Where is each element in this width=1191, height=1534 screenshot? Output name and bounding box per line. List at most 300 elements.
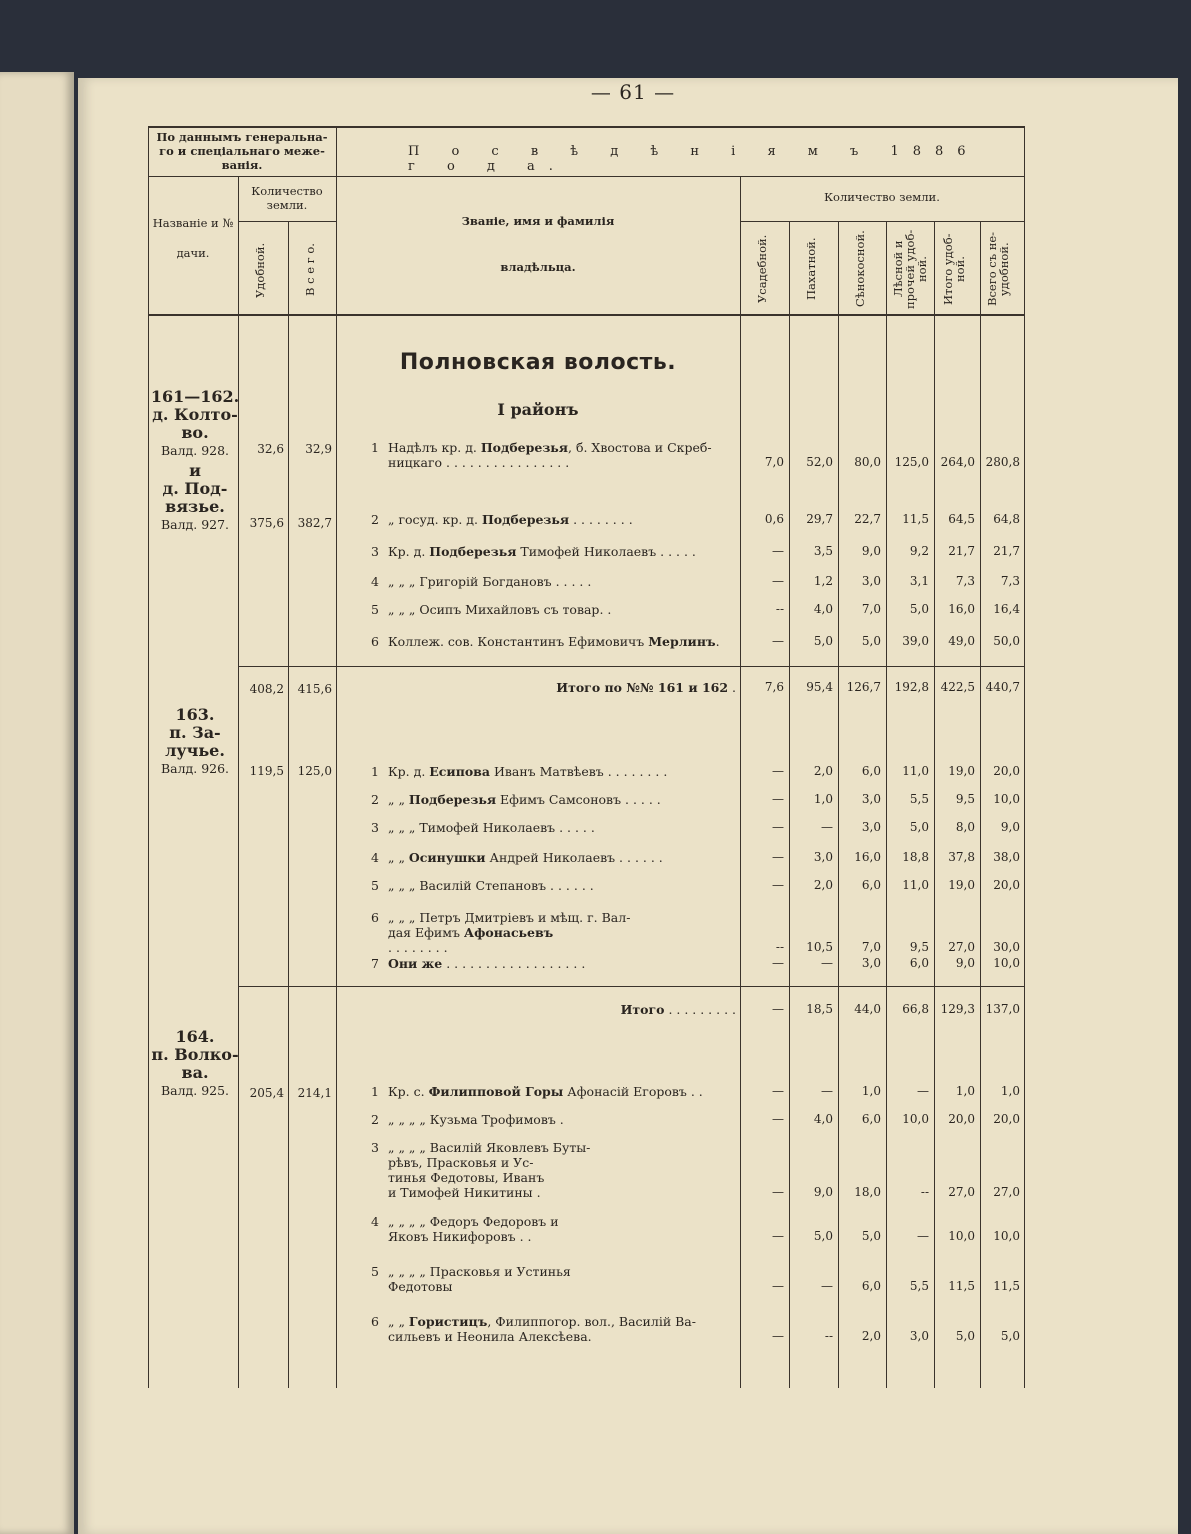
header-owner-1: Званіе, имя и фамилія	[461, 214, 615, 228]
value-cell: 18,8	[902, 850, 929, 864]
value-cell: 8,0	[955, 820, 975, 834]
owner-text	[388, 1140, 736, 1200]
owner-name-bold: Подберезья	[429, 544, 517, 559]
qty-right-rule	[740, 221, 1024, 222]
value-cell: 5,5	[909, 792, 929, 806]
dacha-ref: Валд. 927.	[160, 517, 230, 532]
row-number: 4	[371, 574, 379, 589]
dacha-line: во.	[181, 423, 209, 442]
value-cell: —	[772, 878, 784, 892]
row-number: 4	[371, 850, 379, 865]
value-cell: 5,0	[1000, 1329, 1020, 1343]
value-cell: 1,0	[1000, 1084, 1020, 1098]
value-cell: 6,0	[861, 1112, 881, 1126]
owner-name: Ефимъ Самсоновъ . . . . .	[496, 792, 661, 807]
value-cell: 9,0	[955, 956, 975, 970]
value-cell: —	[821, 1084, 833, 1098]
owner-name: „ „ „ Тимофей Николаевъ . . . . .	[388, 820, 595, 835]
value-cell: —	[772, 544, 784, 558]
value-cell: 6,0	[861, 878, 881, 892]
row-number: 3	[371, 544, 379, 559]
row-rule-1	[238, 666, 1024, 667]
left-vsego-value: 382,7	[297, 516, 332, 530]
value-cell: 280,8	[985, 455, 1020, 469]
left-vsego-value: 214,1	[297, 1086, 332, 1100]
dacha-line: д. Колто-	[152, 405, 238, 424]
value-cell: 0,6	[764, 512, 784, 526]
owner-text	[388, 910, 736, 955]
owner-name-bold: Итого	[620, 1002, 665, 1017]
dacha-line: лучье.	[165, 741, 225, 760]
left-vsego-value: 125,0	[297, 764, 332, 778]
value-cell: 38,0	[993, 850, 1020, 864]
value-cell: 37,8	[948, 850, 975, 864]
value-cell: 3,0	[861, 574, 881, 588]
owner-line	[388, 956, 736, 971]
value-cell: 80,0	[854, 455, 881, 469]
dacha-line: ва.	[181, 1063, 209, 1082]
owner-line	[388, 634, 736, 649]
value-cell: —	[772, 1112, 784, 1126]
value-cell: —	[772, 820, 784, 834]
value-cell: 6,0	[861, 764, 881, 778]
value-cell: —	[917, 1084, 929, 1098]
value-cell: 129,3	[940, 1002, 975, 1016]
owner-name: „ „ „ „ Прасковья и Устинья	[388, 1264, 571, 1279]
owner-line	[388, 1264, 736, 1279]
owner-line	[388, 1279, 736, 1294]
value-cell: 3,0	[861, 792, 881, 806]
header-col-itogo: Итого удоб-ной.	[941, 233, 967, 305]
header-right-group: П о с в ѣ д ѣ н і я м ъ 1886 г о д а.	[408, 144, 980, 174]
row-number: 1	[371, 440, 379, 455]
owner-text	[388, 440, 736, 470]
value-cell: 10,0	[902, 1112, 929, 1126]
owner-line	[388, 1002, 736, 1017]
owner-line	[388, 455, 736, 470]
value-cell: 264,0	[940, 455, 975, 469]
dacha-164	[150, 1028, 240, 1100]
value-cell: 7,3	[1000, 574, 1020, 588]
owner-name: Тимофей Николаевъ . . . . .	[516, 544, 696, 559]
value-cell: 21,7	[993, 544, 1020, 558]
value-cell: —	[772, 1002, 784, 1016]
header-rule-2	[148, 314, 1024, 316]
value-cell: 20,0	[993, 764, 1020, 778]
value-cell: 125,0	[894, 455, 929, 469]
owner-name: . . . . . . . .	[388, 940, 448, 955]
value-cell: 9,5	[909, 940, 929, 954]
value-cell: 5,0	[909, 602, 929, 616]
value-cell: —	[821, 956, 833, 970]
owner-name: „ „ „ Осипъ Михайловъ съ товар. .	[388, 602, 612, 617]
owner-line	[388, 925, 736, 940]
value-cell: 19,0	[948, 878, 975, 892]
owner-line	[388, 1112, 736, 1127]
row-number: 6	[371, 1314, 379, 1329]
owner-name-bold: Подберезья	[480, 440, 569, 455]
dacha-163	[150, 706, 240, 778]
value-cell: 3,0	[861, 956, 881, 970]
value-cell: 7,0	[861, 602, 881, 616]
owner-name-bold: Они же	[388, 956, 443, 971]
owner-text	[388, 878, 736, 893]
value-cell: 3,1	[909, 574, 929, 588]
owner-name: Надѣлъ кр. д.	[388, 440, 481, 455]
value-cell: 27,0	[993, 1185, 1020, 1199]
owner-name-bold: Осинушки	[408, 850, 486, 865]
dacha-podvyazye	[150, 462, 240, 534]
value-cell: 6,0	[909, 956, 929, 970]
value-cell: 3,5	[813, 544, 833, 558]
value-cell: 21,7	[948, 544, 975, 558]
owner-line	[388, 1155, 736, 1170]
value-cell: 9,0	[861, 544, 881, 558]
owner-name-bold: Подберезья	[481, 512, 570, 527]
owner-line	[388, 820, 736, 835]
owner-text	[388, 956, 736, 971]
value-cell: 9,0	[1000, 820, 1020, 834]
value-cell: 126,7	[846, 680, 881, 694]
value-cell: 11,5	[902, 512, 929, 526]
owner-name: „ госуд. кр. д.	[388, 512, 482, 527]
value-cell: 20,0	[948, 1112, 975, 1126]
owner-text	[388, 1214, 736, 1244]
value-cell: 66,8	[902, 1002, 929, 1016]
owner-name: . . . . . . . . .	[664, 1002, 736, 1017]
owner-name: Андрей Николаевъ . . . . . .	[485, 850, 663, 865]
owner-line	[388, 1314, 736, 1329]
value-cell: 16,4	[993, 602, 1020, 616]
value-cell: 2,0	[813, 878, 833, 892]
col-line-name	[238, 176, 239, 1388]
value-cell: 9,0	[813, 1185, 833, 1199]
value-cell: 11,0	[902, 764, 929, 778]
owner-name: . . . . . . . . . . . . . . . . . .	[442, 956, 586, 971]
value-cell: 192,8	[894, 680, 929, 694]
left-page-edge	[0, 72, 74, 1534]
value-cell: 3,0	[909, 1329, 929, 1343]
top-rule	[148, 126, 1024, 128]
owner-line	[388, 1084, 736, 1099]
owner-line	[388, 602, 736, 617]
value-cell: 16,0	[854, 850, 881, 864]
header-col-lesn: Лѣсной и прочей удоб-ной.	[891, 229, 929, 309]
owner-text	[388, 1112, 736, 1127]
value-cell: —	[772, 1229, 784, 1243]
col-line-owner	[740, 176, 741, 1388]
header-col-senok: Сѣнокосной.	[853, 230, 867, 308]
dacha-ref: Валд. 926.	[160, 761, 230, 776]
value-cell: 11,5	[948, 1279, 975, 1293]
row-number: 2	[371, 792, 379, 807]
value-cell: 64,8	[993, 512, 1020, 526]
owner-name: Яковъ Никифоровъ . .	[388, 1229, 532, 1244]
owner-name-bold: Филипповой Горы	[428, 1084, 564, 1099]
owner-name: „ „ „ „ Василій Яковлевъ Буты-	[388, 1140, 591, 1155]
value-cell: 4,0	[813, 1112, 833, 1126]
district-title: I районъ	[497, 400, 579, 419]
value-cell: 2,0	[861, 1329, 881, 1343]
value-cell: --	[775, 602, 784, 616]
dacha-line: 164.	[175, 1027, 215, 1046]
owner-name: Федотовы	[388, 1279, 453, 1294]
value-cell: 1,0	[861, 1084, 881, 1098]
owner-name: „ „ „ „ Кузьма Трофимовъ .	[388, 1112, 564, 1127]
value-cell: 1,2	[813, 574, 833, 588]
value-cell: 3,0	[861, 820, 881, 834]
value-cell: 1,0	[955, 1084, 975, 1098]
header-col-usad: Усадебной.	[755, 234, 769, 304]
value-cell: 64,5	[948, 512, 975, 526]
value-cell: 137,0	[985, 1002, 1020, 1016]
owner-name: сильевъ и Неонила Алексѣева.	[388, 1329, 592, 1344]
owner-line	[388, 940, 736, 955]
owner-line	[388, 850, 736, 865]
row-number: 5	[371, 602, 379, 617]
row-rule-2	[238, 986, 1024, 987]
left-vsego-value: 415,6	[297, 682, 332, 696]
value-cell: —	[772, 764, 784, 778]
row-number: 6	[371, 634, 379, 649]
owner-text	[388, 820, 736, 835]
owner-name: „ „ „ Григорій Богдановъ . . . . .	[388, 574, 592, 589]
value-cell: 10,0	[948, 1229, 975, 1243]
row-number: 5	[371, 878, 379, 893]
frame-left	[148, 126, 149, 1388]
owner-name: Коллеж. сов. Константинъ Ефимовичъ	[388, 634, 649, 649]
owner-text	[388, 574, 736, 589]
value-cell: 50,0	[993, 634, 1020, 648]
owner-text	[388, 512, 736, 527]
value-cell: 19,0	[948, 764, 975, 778]
dacha-line: д. Под-	[162, 479, 228, 498]
owner-line	[388, 910, 736, 925]
owner-name: „ „	[388, 792, 409, 807]
owner-name: „ „ „ Петръ Дмитріевъ и мѣщ. г. Вал-	[388, 910, 631, 925]
owner-line	[388, 1140, 736, 1155]
row-number: 3	[371, 820, 379, 835]
value-cell: 7,6	[764, 680, 784, 694]
left-udob-value: 375,6	[249, 516, 284, 530]
header-vsego: В с е г о.	[303, 243, 317, 297]
header-col-vsego: Всего съ не-удобной.	[985, 231, 1011, 307]
value-cell: 20,0	[993, 1112, 1020, 1126]
value-cell: 18,5	[806, 1002, 833, 1016]
dacha-line: п. За-	[169, 723, 221, 742]
value-cell: 27,0	[948, 940, 975, 954]
col-line-vsego	[336, 126, 337, 1388]
owner-name: , Филиппогор. вол., Василій Ва-	[487, 1314, 696, 1329]
value-cell: 27,0	[948, 1185, 975, 1199]
value-cell: —	[772, 1185, 784, 1199]
dacha-line: 161—162.	[150, 387, 240, 406]
owner-name: рѣвъ, Прасковья и Ус-	[388, 1155, 534, 1170]
qty-left-rule	[238, 221, 336, 222]
value-cell: 1,0	[813, 792, 833, 806]
value-cell: --	[775, 940, 784, 954]
header-qty-left: Количество земли.	[251, 184, 323, 212]
value-cell: 2,0	[813, 764, 833, 778]
owner-name: тинья Федотовы, Иванъ	[388, 1170, 545, 1185]
owner-text	[388, 850, 736, 865]
owner-name-bold: Есипова	[429, 764, 490, 779]
left-udob-value: 408,2	[249, 682, 284, 696]
row-number: 1	[371, 1084, 379, 1099]
owner-name-bold: Мерлинъ	[648, 634, 716, 649]
value-cell: 16,0	[948, 602, 975, 616]
value-cell: 29,7	[806, 512, 833, 526]
dacha-161-162	[150, 388, 240, 460]
row-number: 5	[371, 1264, 379, 1279]
value-cell: 4,0	[813, 602, 833, 616]
owner-text	[388, 1314, 736, 1344]
value-cell: —	[772, 792, 784, 806]
dacha-ref: Валд. 925.	[160, 1083, 230, 1098]
section-title: Полновская волость.	[399, 350, 677, 375]
header-rule-1	[148, 176, 1024, 177]
value-cell: 3,0	[813, 850, 833, 864]
owner-line	[388, 1329, 736, 1344]
owner-name-bold: Итого по №№ 161 и 162	[556, 680, 729, 695]
header-name-col: Названіе и № дачи.	[152, 216, 234, 260]
dacha-ref: Валд. 928.	[160, 443, 230, 458]
header-col-pakh: Пахатной.	[804, 237, 818, 301]
value-cell: 5,5	[909, 1279, 929, 1293]
owner-line	[388, 764, 736, 779]
value-cell: 5,0	[813, 1229, 833, 1243]
owner-line	[388, 878, 736, 893]
value-cell: 22,7	[854, 512, 881, 526]
value-cell: 9,2	[909, 544, 929, 558]
header-udobnoi: Удобной.	[253, 242, 267, 298]
value-cell: 10,0	[993, 792, 1020, 806]
value-cell: 440,7	[985, 680, 1020, 694]
owner-line	[388, 1185, 736, 1200]
owner-text	[388, 1264, 736, 1294]
owner-name-bold: Афонасьевъ	[463, 925, 554, 940]
value-cell: --	[824, 1329, 833, 1343]
row-number: 2	[371, 1112, 379, 1127]
value-cell: 5,0	[861, 634, 881, 648]
value-cell: —	[772, 850, 784, 864]
value-cell: 10,0	[993, 956, 1020, 970]
value-cell: 20,0	[993, 878, 1020, 892]
owner-line	[388, 544, 736, 559]
owner-name: Иванъ Матвѣевъ . . . . . . . .	[489, 764, 668, 779]
value-cell: --	[920, 1185, 929, 1199]
value-cell: —	[772, 1084, 784, 1098]
value-cell: 7,0	[764, 455, 784, 469]
left-udob-value: 205,4	[249, 1086, 284, 1100]
value-cell: 11,0	[902, 878, 929, 892]
row-number: 7	[371, 956, 379, 971]
owner-line	[388, 1170, 736, 1185]
value-cell: 39,0	[902, 634, 929, 648]
dacha-line: п. Волко-	[151, 1045, 239, 1064]
dacha-line: и	[189, 461, 201, 480]
owner-text	[388, 680, 736, 695]
value-cell: 5,0	[813, 634, 833, 648]
owner-line	[388, 1214, 736, 1229]
value-cell: 9,5	[955, 792, 975, 806]
owner-name: „ „ „ „ Федоръ Федоровъ и	[388, 1214, 559, 1229]
value-cell: —	[772, 634, 784, 648]
owner-line	[388, 440, 736, 455]
value-cell: —	[821, 820, 833, 834]
owner-name-bold: Гористицъ	[408, 1314, 488, 1329]
value-cell: 52,0	[806, 455, 833, 469]
value-cell: 7,0	[861, 940, 881, 954]
owner-name: и Тимофей Никитины .	[388, 1185, 541, 1200]
owner-name: Кр. с.	[388, 1084, 429, 1099]
value-cell: 10,0	[993, 1229, 1020, 1243]
value-cell: 44,0	[854, 1002, 881, 1016]
value-cell: —	[917, 1229, 929, 1243]
owner-name: Кр. д.	[388, 544, 430, 559]
dacha-line: вязье.	[165, 497, 225, 516]
value-cell: 7,3	[955, 574, 975, 588]
owner-line	[388, 512, 736, 527]
value-cell: 95,4	[806, 680, 833, 694]
row-number: 6	[371, 910, 379, 925]
owner-text	[388, 764, 736, 779]
value-cell: 5,0	[861, 1229, 881, 1243]
owner-text	[388, 792, 736, 807]
frame-right	[1024, 126, 1025, 1388]
left-udob-value: 32,6	[257, 442, 284, 456]
document-page	[78, 78, 1178, 1534]
value-cell: —	[772, 1329, 784, 1343]
value-cell: 5,0	[909, 820, 929, 834]
value-cell: 11,5	[993, 1279, 1020, 1293]
value-cell: —	[772, 574, 784, 588]
owner-line	[388, 680, 736, 695]
value-cell: 30,0	[993, 940, 1020, 954]
owner-line	[388, 574, 736, 589]
owner-name: .	[715, 634, 720, 649]
owner-name: „ „ „ Василій Степановъ . . . . . .	[388, 878, 594, 893]
dacha-line: 163.	[175, 705, 215, 724]
value-cell: —	[772, 1279, 784, 1293]
row-number: 4	[371, 1214, 379, 1229]
owner-name: Кр. д.	[388, 764, 430, 779]
owner-name: ницкаго . . . . . . . . . . . . . . . .	[388, 455, 570, 470]
value-cell: 5,0	[955, 1329, 975, 1343]
owner-name: . . . . . . . .	[569, 512, 633, 527]
value-cell: 422,5	[940, 680, 975, 694]
owner-line	[388, 792, 736, 807]
left-vsego-value: 32,9	[305, 442, 332, 456]
owner-name: , б. Хвостова и Скреб-	[568, 440, 712, 455]
owner-name: дая Ефимъ	[388, 925, 464, 940]
owner-text	[388, 634, 736, 649]
header-owner-2: владѣльца.	[500, 260, 576, 274]
owner-text	[388, 544, 736, 559]
owner-text	[388, 1002, 736, 1017]
header-left-group: По даннымъ генеральна-го и спеціальнаго меже-ванія.	[156, 130, 328, 172]
value-cell: 6,0	[861, 1279, 881, 1293]
value-cell: —	[772, 956, 784, 970]
row-number: 1	[371, 764, 379, 779]
owner-line	[388, 1229, 736, 1244]
owner-name: „ „	[388, 850, 409, 865]
value-cell: 10,5	[806, 940, 833, 954]
left-udob-value: 119,5	[249, 764, 284, 778]
owner-text	[388, 602, 736, 617]
col-line-udob	[288, 221, 289, 1388]
value-cell: 18,0	[854, 1185, 881, 1199]
